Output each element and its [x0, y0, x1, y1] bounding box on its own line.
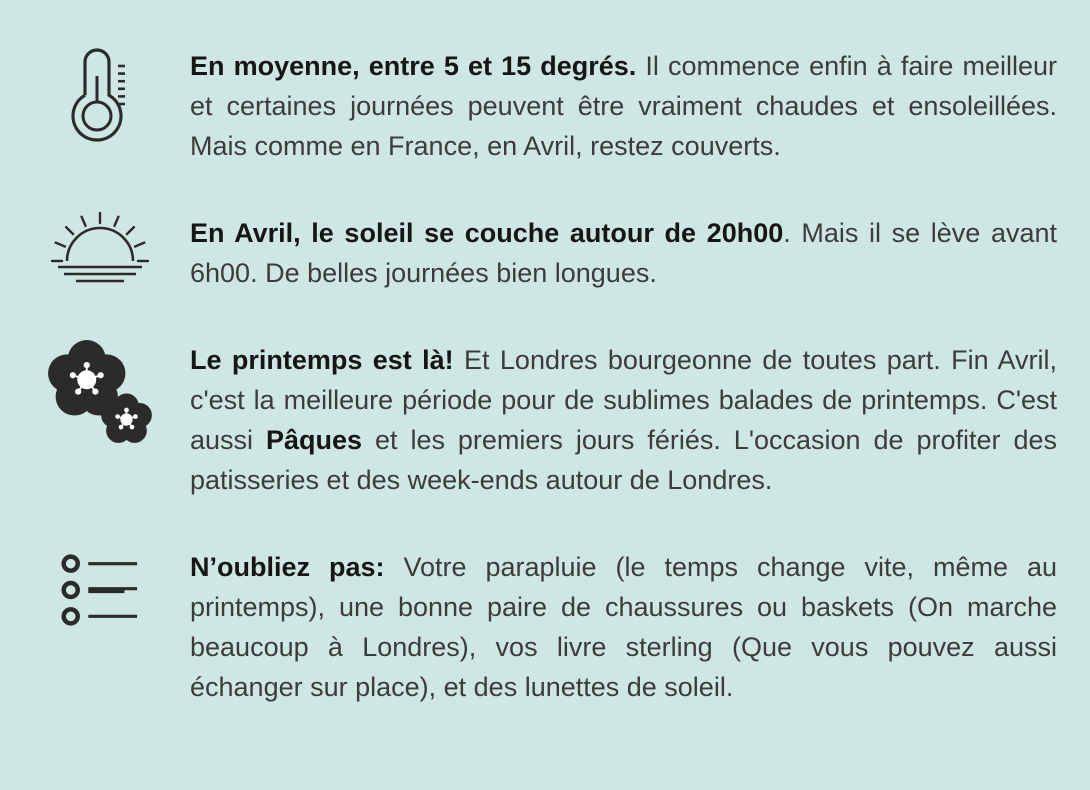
- paragraph-temperature: En moyenne, entre 5 et 15 degrés. Il commence enfin à faire meilleur et certaines journées peuvent être vraiment chaudes et ensoleillées. Mais comme en France, en Avril, restez couverts.: [190, 51, 1057, 161]
- paragraph-packing-list: N’oubliez pas: Votre parapluie (le temps change vite, même au printemps), une bonne paire de chaussures ou baskets (On marche beaucoup à Londres), vos livre sterling (Que vous pouvez aussi échanger sur place), et des lunettes de soleil.: [190, 552, 1057, 702]
- checklist-icon: [60, 551, 140, 629]
- paragraph-spring: Le printemps est là! Et Londres bourgeonne de toutes part. Fin Avril, c'est la meilleure période pour de sublimes balades de printemps. C'est aussi Pâques et les premiers jours fériés. L'occasion de profiter des patisseries et des week-ends autour de Londres.: [190, 345, 1057, 495]
- icon-cell-checklist: [45, 547, 190, 707]
- icon-cell-temperature: [45, 46, 190, 166]
- thermometer-icon: [61, 46, 139, 142]
- icon-cell-spring: [45, 340, 190, 500]
- paragraph-daylight: En Avril, le soleil se couche autour de 20h00. Mais il se lève avant 6h00. De belles journées bien longues.: [190, 218, 1058, 288]
- icon-cell-sunset: [45, 213, 190, 293]
- cherry-blossoms-icon: [47, 340, 153, 446]
- sunrise-icon: [50, 211, 150, 285]
